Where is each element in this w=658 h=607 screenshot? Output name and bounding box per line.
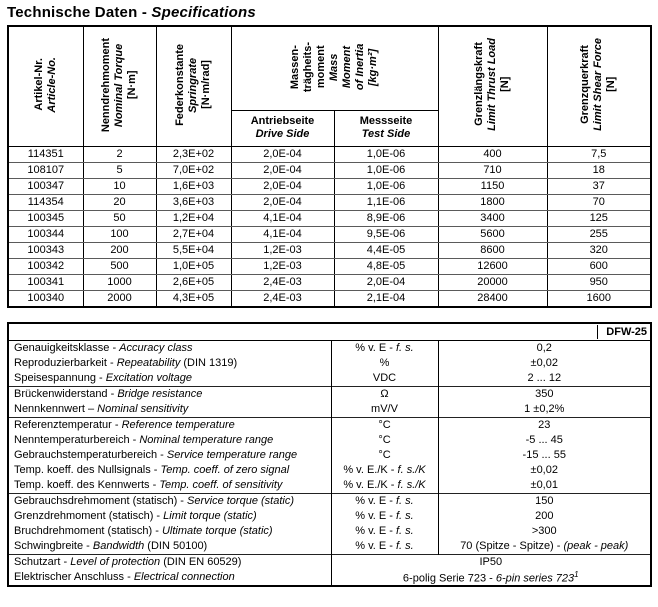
header-line: Moment [341, 45, 353, 88]
param-value [438, 433, 651, 448]
param-value [438, 356, 651, 371]
spec-column-header [156, 26, 231, 146]
text-segment: % v. E./K - [343, 479, 398, 491]
spec-cell: 1,0E-06 [334, 162, 438, 178]
table-row [8, 226, 651, 242]
spec-cell: 5 [83, 162, 156, 178]
text-segment: mV/V [371, 403, 398, 415]
spec-cell: 950 [547, 274, 651, 290]
spec-cell: 1800 [438, 194, 547, 210]
spec-cell: 1000 [83, 274, 156, 290]
table-row [8, 356, 651, 371]
text-segment: 150 [535, 495, 554, 507]
header-line: of Inertia [354, 43, 366, 90]
spec-cell: 114351 [8, 146, 83, 162]
text-segment: f. s. [396, 342, 414, 354]
text-segment: Schwingbreite - [14, 540, 93, 552]
spec-cell: 9,5E-06 [334, 226, 438, 242]
param-label [8, 570, 331, 586]
spec-cell: 100342 [8, 258, 83, 274]
text-segment: °C [378, 434, 391, 446]
spec-cell: 100343 [8, 242, 83, 258]
rotated-header-text [174, 44, 213, 126]
text-segment: (DIN EN 60529) [160, 556, 242, 568]
spec-column-header [438, 26, 547, 146]
param-value [438, 417, 651, 433]
spec-table-body [8, 146, 651, 307]
spec-cell: 100341 [8, 274, 83, 290]
rotated-header-text [100, 38, 139, 132]
page-title [7, 4, 650, 21]
param-unit [331, 448, 438, 463]
table-row [8, 493, 651, 509]
text-segment: f. s. [396, 510, 414, 522]
text-segment: ±0,01 [530, 479, 558, 491]
header-unit: [N·m/rad] [200, 60, 212, 110]
table-row [8, 371, 651, 387]
text-segment: (DIN 1319) [180, 357, 238, 369]
table-row [8, 162, 651, 178]
spec-cell: 1600 [547, 290, 651, 307]
text-segment: f. s. [396, 540, 414, 552]
text-segment: % v. E - [355, 540, 396, 552]
text-segment: Temp. koeff. des Nullsignals - [14, 464, 161, 476]
spec-cell: 100347 [8, 178, 83, 194]
text-segment: f. s./K [397, 464, 426, 476]
param-value [438, 448, 651, 463]
table-row [8, 258, 651, 274]
param-unit [331, 478, 438, 494]
param-value [438, 340, 651, 356]
spec-cell: 2000 [83, 290, 156, 307]
text-segment: -15 ... 55 [522, 449, 566, 461]
spec-cell: 500 [83, 258, 156, 274]
text-segment: °C [378, 419, 391, 431]
spec-cell: 1,0E-06 [334, 146, 438, 162]
text-segment: Ultimate torque (static) [161, 525, 273, 537]
table-row [8, 433, 651, 448]
param-unit [331, 386, 438, 402]
table-row [8, 178, 651, 194]
text-segment: Repeatability [116, 357, 181, 369]
spec-cell: 1,6E+03 [156, 178, 231, 194]
spec-cell: 10 [83, 178, 156, 194]
text-segment: % v. E - [355, 342, 396, 354]
spec-cell: 2,0E-04 [231, 194, 334, 210]
param-label [8, 356, 331, 371]
param-value [438, 463, 651, 478]
param-unit [331, 417, 438, 433]
text-segment: 350 [535, 388, 554, 400]
text-segment: Temp. koeff. des Kennwerts - [14, 479, 160, 491]
table-row [8, 478, 651, 494]
param-label [8, 539, 331, 555]
spec-cell: 100344 [8, 226, 83, 242]
spec-cell: 3400 [438, 210, 547, 226]
text-segment: Nennkennwert – [14, 403, 98, 415]
header-line: Article-No. [45, 56, 58, 113]
text-segment: Speisespannung - [14, 372, 106, 384]
text-segment: Brückenwiderstand - [14, 388, 118, 400]
spec-cell: 4,4E-05 [334, 242, 438, 258]
spec-cell: 2,0E-04 [231, 162, 334, 178]
text-segment: Reference temperature [121, 419, 235, 431]
header-unit: [N·m] [126, 70, 138, 100]
param-unit [331, 433, 438, 448]
spec-cell: 2,0E-04 [334, 274, 438, 290]
text-segment: 1 ±0,2% [524, 403, 565, 415]
spec-cell: 4,1E-04 [231, 226, 334, 242]
text-segment: % v. E./K - [343, 464, 398, 476]
param-value [438, 524, 651, 539]
spec-subcolumn-header [231, 110, 334, 146]
spec-header-row-1 [8, 26, 651, 110]
param-label [8, 554, 331, 570]
param-label [8, 386, 331, 402]
text-segment: °C [378, 449, 391, 461]
spec-table [7, 25, 652, 308]
param-value [438, 402, 651, 418]
spec-cell: 1,2E-03 [231, 258, 334, 274]
param-label [8, 478, 331, 494]
spec-cell: 1150 [438, 178, 547, 194]
header-line: Mass [328, 52, 340, 81]
text-segment: 6-pin series 723 [495, 572, 575, 585]
param-label [8, 493, 331, 509]
subheader-de: Antriebseite [250, 115, 315, 127]
spec-column-header [83, 26, 156, 146]
text-segment: ±0,02 [530, 464, 558, 476]
param-unit [331, 356, 438, 371]
param-label [8, 463, 331, 478]
spec-cell: 70 [547, 194, 651, 210]
header-line: Limit Shear Force [592, 38, 605, 132]
text-segment: VDC [372, 372, 397, 384]
spec-cell: 100 [83, 226, 156, 242]
header-line: Massen- [289, 44, 301, 89]
table-row [8, 463, 651, 478]
text-segment: Nominal sensitivity [97, 403, 189, 415]
param-unit [331, 402, 438, 418]
table-row [8, 242, 651, 258]
spec-cell: 2 [83, 146, 156, 162]
spec-cell: 4,8E-05 [334, 258, 438, 274]
spec-cell: 108107 [8, 162, 83, 178]
spec-cell: 20 [83, 194, 156, 210]
spec-cell: 12600 [438, 258, 547, 274]
spec-cell: 7,0E+02 [156, 162, 231, 178]
spec-cell: 8,9E-06 [334, 210, 438, 226]
spec-cell: 1,1E-06 [334, 194, 438, 210]
spec-cell: 114354 [8, 194, 83, 210]
subheader-en: Test Side [361, 128, 411, 140]
spec-cell: 2,3E+02 [156, 146, 231, 162]
spec-cell: 3,6E+03 [156, 194, 231, 210]
text-segment: % v. E - [355, 495, 396, 507]
header-unit: [kg·m²] [367, 48, 379, 86]
param-unit [331, 371, 438, 387]
param-value [438, 509, 651, 524]
rotated-header-text [33, 57, 59, 113]
spec-cell: 1,2E-03 [231, 242, 334, 258]
text-segment: (DIN 50100) [144, 540, 208, 552]
table-row [8, 274, 651, 290]
text-segment: -5 ... 45 [525, 434, 563, 446]
param-table-body [8, 323, 651, 586]
text-segment: >300 [531, 525, 557, 537]
table-row [8, 402, 651, 418]
text-segment: Service torque (static) [187, 495, 294, 507]
param-label [8, 448, 331, 463]
text-segment: Temp. coeff. of zero signal [160, 464, 290, 476]
text-segment: Genauigkeitsklasse - [14, 342, 120, 354]
text-segment: % [379, 357, 390, 369]
text-segment: f. s. [396, 495, 414, 507]
model-row [8, 323, 651, 341]
text-segment: Bruchdrehmoment (statisch) - [14, 525, 162, 537]
header-line: Nominal Torque [113, 43, 125, 127]
param-value [438, 386, 651, 402]
spec-cell: 2,4E-03 [231, 274, 334, 290]
spec-cell: 600 [547, 258, 651, 274]
text-segment: Nenntemperaturbereich - [14, 434, 140, 446]
param-unit [331, 509, 438, 524]
param-label [8, 509, 331, 524]
text-segment: f. s./K [397, 479, 426, 491]
text-segment: Accuracy class [119, 342, 193, 354]
param-unit [331, 493, 438, 509]
spec-cell: 5,5E+04 [156, 242, 231, 258]
spec-cell: 28400 [438, 290, 547, 307]
spec-column-header [231, 26, 438, 110]
spec-cell: 2,4E-03 [231, 290, 334, 307]
table-row [8, 386, 651, 402]
spec-cell: 20000 [438, 274, 547, 290]
text-segment: Elektrischer Anschluss - [14, 571, 134, 583]
param-label [8, 371, 331, 387]
text-segment: Ω [380, 388, 389, 400]
text-segment: Electrical connection [133, 571, 235, 583]
header-unit: [N] [499, 77, 511, 93]
text-segment: 0,2 [536, 342, 552, 354]
text-segment: Excitation voltage [105, 372, 192, 384]
spec-cell: 7,5 [547, 146, 651, 162]
text-segment: Grenzdrehmoment (statisch) - [14, 510, 164, 522]
spec-cell: 18 [547, 162, 651, 178]
param-value [438, 493, 651, 509]
spec-cell: 2,0E-04 [231, 146, 334, 162]
param-unit [331, 340, 438, 356]
param-unit [331, 463, 438, 478]
param-value [331, 554, 651, 570]
spec-cell: 200 [83, 242, 156, 258]
spec-cell: 5600 [438, 226, 547, 242]
text-segment: Limit torque (static) [163, 510, 257, 522]
table-row [8, 194, 651, 210]
param-label [8, 417, 331, 433]
table-row [8, 146, 651, 162]
header-line: Artikel-Nr. [32, 58, 45, 112]
text-segment: Reproduzierbarkeit - [14, 357, 117, 369]
page-title-en: Specifications [151, 4, 256, 21]
spec-cell: 710 [438, 162, 547, 178]
table-row [8, 524, 651, 539]
rotated-header-text [473, 38, 512, 131]
spec-cell: 2,7E+04 [156, 226, 231, 242]
spec-cell: 320 [547, 242, 651, 258]
text-segment: Gebrauchstemperaturbereich - [14, 449, 167, 461]
spec-cell: 100345 [8, 210, 83, 226]
text-segment: 23 [538, 419, 551, 431]
param-unit [331, 524, 438, 539]
spec-cell: 1,0E+05 [156, 258, 231, 274]
text-segment: Gebrauchsdrehmoment (statisch) - [14, 495, 188, 507]
param-value [438, 539, 651, 555]
text-segment: Service temperature range [166, 449, 298, 461]
spec-subcolumn-header [334, 110, 438, 146]
text-segment: (peak - peak) [563, 540, 629, 552]
spec-cell: 2,0E-04 [231, 178, 334, 194]
table-row [8, 554, 651, 570]
text-segment: Schutzart - [14, 556, 71, 568]
param-value [438, 478, 651, 494]
spec-cell: 4,3E+05 [156, 290, 231, 307]
table-row [8, 570, 651, 586]
table-row [8, 417, 651, 433]
spec-cell: 2,6E+05 [156, 274, 231, 290]
spec-cell: 400 [438, 146, 547, 162]
table-row [8, 210, 651, 226]
spec-table-header [8, 26, 651, 146]
text-segment: Bandwidth [92, 540, 145, 552]
spec-cell: 100340 [8, 290, 83, 307]
page-title-de: Technische Daten - [7, 4, 152, 21]
text-segment: Referenztemperatur - [14, 419, 122, 431]
header-line: Grenzquerkraft [579, 45, 592, 125]
header-line: Limit Thrust Load [486, 38, 498, 132]
rotated-header-text [289, 42, 380, 92]
spec-cell: 2,1E-04 [334, 290, 438, 307]
text-segment: Nominal temperature range [139, 434, 274, 446]
rotated-header-text [579, 38, 618, 131]
spec-cell: 50 [83, 210, 156, 226]
text-segment: Level of protection [70, 556, 161, 568]
spec-cell: 255 [547, 226, 651, 242]
param-unit [331, 539, 438, 555]
spec-column-header [8, 26, 83, 146]
model-cell [8, 323, 651, 341]
text-segment: ±0,02 [530, 357, 558, 369]
text-segment: % v. E - [355, 510, 396, 522]
table-row [8, 448, 651, 463]
text-segment: 6-polig Serie 723 - [402, 572, 496, 585]
text-segment: Bridge resistance [117, 388, 203, 400]
param-label [8, 340, 331, 356]
spec-cell: 125 [547, 210, 651, 226]
header-line: trägheits- [302, 41, 314, 92]
param-label [8, 402, 331, 418]
header-line: Grenzlängskraft [473, 42, 485, 127]
footnote-marker: 1 [574, 569, 579, 579]
subheader-de: Messseite [359, 115, 413, 127]
text-segment: IP50 [479, 556, 503, 568]
spec-cell: 8600 [438, 242, 547, 258]
table-row [8, 539, 651, 555]
spec-cell: 1,2E+04 [156, 210, 231, 226]
param-value [331, 570, 651, 586]
spec-cell: 1,0E-06 [334, 178, 438, 194]
param-value [438, 371, 651, 387]
header-line: Federkonstante [174, 43, 186, 126]
spec-cell: 4,1E-04 [231, 210, 334, 226]
param-label [8, 433, 331, 448]
header-line: Springrate [187, 57, 199, 113]
param-label [8, 524, 331, 539]
header-line: Nenndrehmoment [100, 37, 112, 132]
text-segment: f. s. [396, 525, 414, 537]
text-segment: 70 (Spitze - Spitze) - [460, 540, 564, 552]
model-badge: DFW-25 [597, 325, 650, 339]
header-line: moment [315, 45, 327, 89]
text-segment: 200 [535, 510, 554, 522]
table-row [8, 509, 651, 524]
text-segment: % v. E - [355, 525, 396, 537]
text-segment: 2 ... 12 [527, 372, 562, 384]
spec-cell: 37 [547, 178, 651, 194]
table-row [8, 340, 651, 356]
subheader-en: Drive Side [255, 128, 310, 140]
header-unit: [N] [605, 77, 618, 93]
param-table [7, 322, 652, 587]
table-row [8, 290, 651, 307]
spec-column-header [547, 26, 651, 146]
text-segment: Temp. coeff. of sensitivity [159, 479, 283, 491]
